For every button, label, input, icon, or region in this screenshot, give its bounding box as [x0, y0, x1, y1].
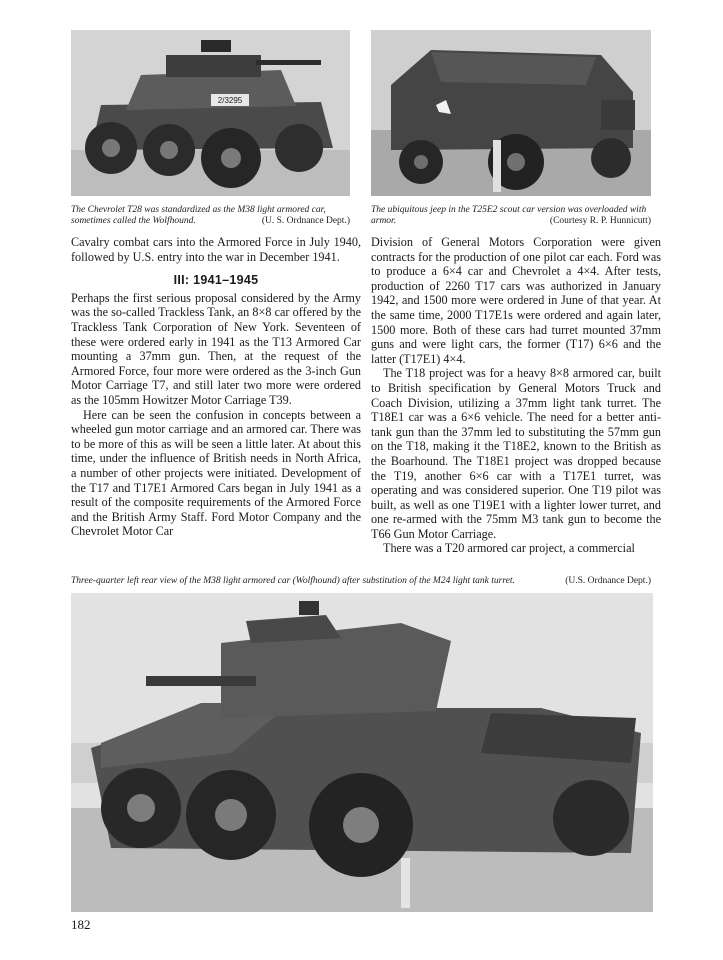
caption-top-right-credit: (Courtesy R. P. Hunnicutt) [549, 216, 651, 226]
caption-top-left-text: The Chevrolet T28 was standardized as the M38 light armored car, sometimes called the Wolfhound. [71, 205, 326, 226]
caption-top-right [371, 205, 651, 227]
caption-top-left [71, 205, 350, 227]
caption-top-right-text: The ubiquitous jeep in the T25E2 scout car version was overloaded with armor. [371, 205, 647, 226]
left-column [71, 235, 361, 539]
photo-m38-m24-turret [71, 593, 653, 912]
left-paragraph-3: Here can be seen the confusion in concepts between a wheeled gun motor carriage and an armored car. There was to be more of this as will be seen a little later. At about this time, under the influence of British needs in North Africa, a number of other projects were initiated. Development of the T17 and T17E1 Armored Cars began in July 1941 as a result of the composite requirements of the Armored Force and the British Army Staff. Ford Motor Company and the Chevrolet Motor Car [71, 407, 361, 539]
caption-top-left-credit: (U. S. Ordnance Dept.) [261, 216, 350, 226]
vehicle-plate: 2/3295 [217, 96, 243, 105]
caption-bottom-credit: (U.S. Ordnance Dept.) [565, 576, 651, 586]
right-column [371, 235, 661, 556]
section-heading: III: 1941–1945 [173, 273, 259, 288]
right-paragraph-2: The T18 project was for a heavy 8×8 armored car, built to British specification by General Motors Truck and Coach Division, utilizing a 37mm light tank turret. The T18E1 car was a 6×6 vehicle. The need for a better anti-tank gun than the 37mm led to substituting the 57mm gun on the T18, making it the T18E2, known to the British as the Boarhound. The T18E1 project was dropped because the T19, another 6×6 car with a T17E1 turret, was operating and was considered superior. One T19 pilot was built, as well as one T19E1 with a lighter lower turret, and one re-armed with the 75mm M3 tank gun to become the T66 Gun Motor Carriage. [371, 366, 661, 541]
page-number: 182 [71, 917, 91, 932]
caption-bottom-text: Three-quarter left rear view of the M38 light armored car (Wolfhound) after substitution of the M24 light tank turret. [71, 576, 515, 586]
photo-m38-front [71, 30, 350, 196]
left-paragraph-2: Perhaps the first serious proposal considered by the Army was the so-called Trackless Tank, an 8×8 car offered by the Trackless Tank Corporation of New York. Seventeen of these were ordered early in 1941 as the T13 Armored Car mounting a 37mm gun. Then, at the request of the Armored Force, four more were ordered as the 3-inch Gun Motor Carriage T7, and still later two more were ordered as the 105mm Howitzer Motor Carriage T39. [71, 290, 361, 407]
caption-bottom [71, 576, 651, 587]
left-paragraph-1: Cavalry combat cars into the Armored Force in July 1940, followed by U.S. entry into the war in December 1941. [71, 235, 361, 264]
right-paragraph-3: There was a T20 armored car project, a commercial [383, 541, 635, 556]
right-paragraph-1: Division of General Motors Corporation were given contracts for the production of one pilot car each. Ford was to produce a 6×4 car and Chevrolet a 4×4. After tests, production of 2260 T17 cars was authorized in January 1942, and 1500 more were ordered in June of that year. At the same time, 2000 T17E1s were ordered and again later, 1500 more. Both of these cars had turret mounted 37mm guns and were light cars, the former (T17) 6×6 and the latter (T17E1) 4×4. [371, 235, 661, 366]
photo-t25e2-jeep [371, 30, 651, 196]
